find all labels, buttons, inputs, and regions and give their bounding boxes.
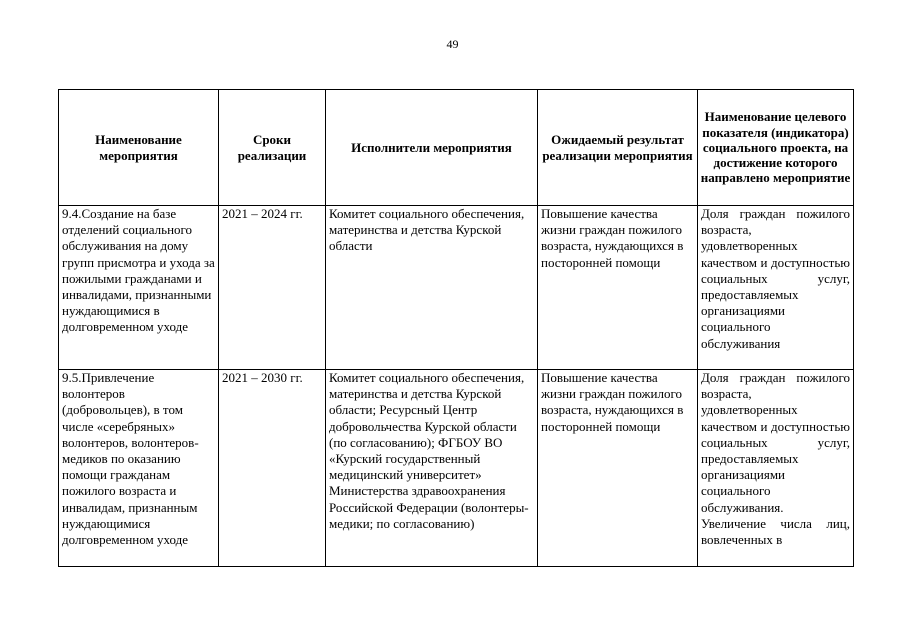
activity-name-cell: 9.4.Создание на базе отделений социального обслуживания на дому групп присмотра и ухода за пожилыми гражданами и инвалидами, признанными нуждающимися в долговременном уходе	[59, 206, 219, 370]
table-row	[59, 370, 854, 567]
page-number: 49	[446, 37, 459, 51]
expected-result-cell: Повышение качества жизни граждан пожилого возраста, нуждающихся в посторонней помощи	[538, 206, 698, 370]
header-activity-name: Наименование мероприятия	[59, 90, 219, 206]
header-executors: Исполнители мероприятия	[326, 90, 538, 206]
timeframe-cell: 2021 – 2030 гг.	[219, 370, 326, 567]
timeframe-cell: 2021 – 2024 гг.	[219, 206, 326, 370]
target-indicator-cell: Доля граждан пожилого возраста, удовлетворенных качеством и доступностью социальных услуг, предоставляемых организациями социального обслуживания. Увеличение числа лиц, вовлеченных в	[698, 370, 854, 567]
executors-cell: Комитет социального обеспечения, материнства и детства Курской области; Ресурсный Центр добровольчества Курской области (по согласованию); ФГБОУ ВО «Курский государственный медицинский университет» Министерства здравоохранения Российской Федерации (волонтеры-медики; по согласованию)	[326, 370, 538, 567]
executors-cell: Комитет социального обеспечения, материнства и детства Курской области	[326, 206, 538, 370]
header-timeframe: Сроки реализации	[219, 90, 326, 206]
table-row	[59, 206, 854, 370]
header-expected-result: Ожидаемый результат реализации мероприятия	[538, 90, 698, 206]
target-indicator-cell: Доля граждан пожилого возраста, удовлетворенных качеством и доступностью социальных услуг, предоставляемых организациями социального обслуживания	[698, 206, 854, 370]
expected-result-cell: Повышение качества жизни граждан пожилого возраста, нуждающихся в посторонней помощи	[538, 370, 698, 567]
table-header-row	[59, 90, 854, 206]
activity-name-cell: 9.5.Привлечение волонтеров (добровольцев), в том числе «серебряных» волонтеров, волонтеров-медиков по оказанию помощи гражданам пожилого возраста и инвалидам, признанным нуждающимися долговременном уходе	[59, 370, 219, 567]
activities-table	[58, 89, 854, 567]
header-target-indicator: Наименование целевого показателя (индикатора) социального проекта, на достижение которого направлено мероприятие	[698, 90, 854, 206]
